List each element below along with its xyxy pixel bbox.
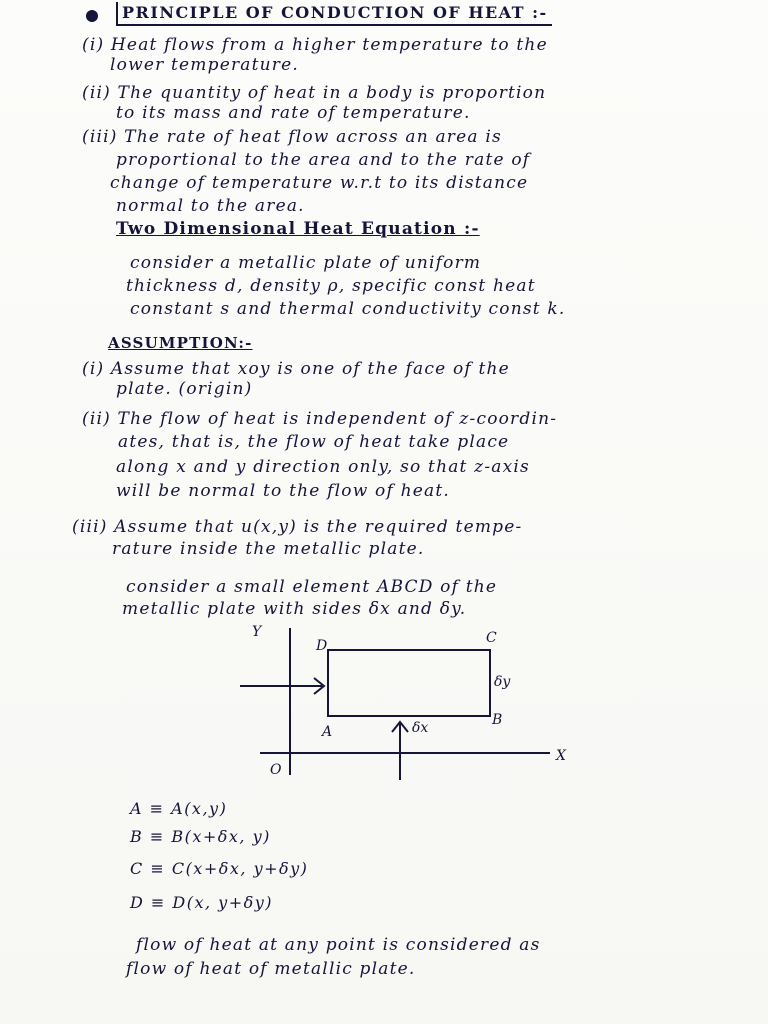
- closing-line-1: flow of heat at any point is considered as: [136, 935, 541, 955]
- label-dx: δx: [412, 720, 429, 736]
- label-c: C: [486, 630, 497, 646]
- consider-line-1: consider a metallic plate of uniform: [130, 253, 482, 273]
- principle-2-line-2: to its mass and rate of temperature.: [116, 103, 471, 123]
- consider-line-2: thickness d, density ρ, specific const heat: [126, 276, 536, 296]
- principle-2-line-1: (ii) The quantity of heat in a body is proportion: [82, 83, 547, 103]
- label-b: B: [492, 712, 503, 728]
- element-diagram: [230, 620, 590, 780]
- assumption-2-line-2: ates, that is, the flow of heat take place: [118, 432, 510, 452]
- assumption-3-line-4: metallic plate with sides δx and δy.: [122, 599, 467, 619]
- bullet-dot: [86, 10, 98, 22]
- principle-3-line-3: change of temperature w.r.t to its distance: [110, 173, 529, 193]
- assumption-2-line-4: will be normal to the flow of heat.: [116, 481, 450, 501]
- equation-a: A ≡ A(x,y): [130, 799, 228, 818]
- principle-3-line-1: (iii) The rate of heat flow across an area is: [82, 127, 502, 147]
- assumption-title: ASSUMPTION:-: [108, 334, 253, 352]
- element-abcd: [328, 650, 490, 716]
- assumption-1-line-1: (i) Assume that xoy is one of the face of the: [82, 359, 510, 379]
- principle-1-line-1: (i) Heat flows from a higher temperature to the: [82, 35, 548, 55]
- section-title: Two Dimensional Heat Equation :-: [116, 219, 480, 239]
- principle-3-line-2: proportional to the area and to the rate of: [116, 150, 531, 170]
- assumption-2-line-3: along x and y direction only, so that z-axis: [116, 457, 530, 477]
- label-d: D: [316, 638, 328, 654]
- title-box: [116, 2, 552, 26]
- equation-c: C ≡ C(x+δx, y+δy): [130, 859, 309, 878]
- principle-1-line-2: lower temperature.: [110, 55, 300, 75]
- closing-line-2: flow of heat of metallic plate.: [126, 959, 416, 979]
- assumption-3-line-2: rature inside the metallic plate.: [112, 539, 425, 559]
- origin-label: O: [270, 762, 282, 778]
- assumption-1-line-2: plate. (origin): [116, 379, 253, 399]
- assumption-2-line-1: (ii) The flow of heat is independent of z-coordin-: [82, 409, 558, 429]
- x-axis-label: X: [556, 748, 566, 764]
- assumption-3-line-1: (iii) Assume that u(x,y) is the required tempe-: [72, 517, 523, 537]
- y-axis-label: Y: [252, 624, 262, 640]
- label-a: A: [322, 724, 333, 740]
- equation-b: B ≡ B(x+δx, y): [130, 827, 271, 846]
- equation-d: D ≡ D(x, y+δy): [130, 893, 274, 912]
- label-dy: δy: [494, 674, 511, 690]
- assumption-3-line-3: consider a small element ABCD of the: [126, 577, 498, 597]
- principle-3-line-4: normal to the area.: [116, 196, 305, 216]
- page-title: PRINCIPLE OF CONDUCTION OF HEAT :-: [122, 3, 548, 22]
- consider-line-3: constant s and thermal conductivity const k.: [130, 299, 566, 319]
